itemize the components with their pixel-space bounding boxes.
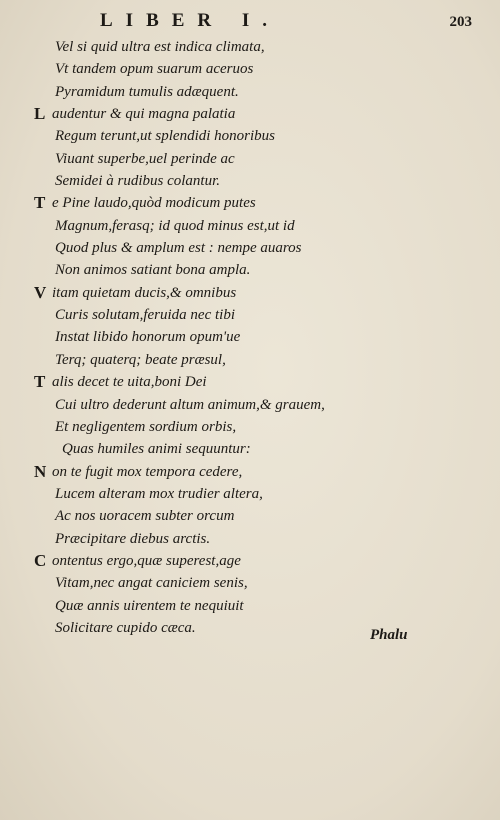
poem-line — [0, 81, 430, 103]
poem-line-text: Quod plus & amplum est : nempe auaros — [55, 240, 302, 257]
poem-line — [0, 617, 430, 639]
page-header — [0, 10, 500, 38]
poem-line-text: Terq; quaterq; beate præsul, — [55, 351, 226, 368]
poem-line — [0, 304, 430, 326]
poem-line — [0, 103, 430, 125]
catchword: Phalu — [370, 627, 408, 643]
poem-line — [0, 36, 430, 58]
poem-line-text: Cui ultro dederunt altum animum,& grauem, — [55, 396, 325, 413]
poem-line — [0, 394, 430, 416]
poem-line — [0, 326, 430, 348]
poem-line-text: Præcipitare diebus arctis. — [55, 530, 211, 547]
poem-line-text: Solicitare cupido cæca. — [55, 619, 196, 636]
poem-line — [0, 572, 430, 594]
poem-text — [0, 36, 430, 639]
poem-line — [0, 349, 430, 371]
poem-line — [0, 483, 430, 505]
stanza-initial: T — [34, 193, 46, 213]
poem-line-text: itam quietam ducis,& omnibus — [52, 284, 237, 301]
stanza-initial: V — [34, 282, 47, 302]
poem-line-text: on te fugit mox tempora cedere, — [52, 463, 243, 480]
poem-line — [0, 192, 430, 214]
poem-line-text: Quæ annis uirentem te nequiuit — [55, 597, 244, 614]
poem-line-text: Ac nos uoracem subter orcum — [55, 508, 235, 525]
poem-line-text: Instat libido honorum opum'ue — [55, 329, 241, 346]
poem-line — [0, 58, 430, 80]
poem-line-text: Et negligentem sordium orbis, — [55, 418, 237, 435]
poem-line — [0, 550, 430, 572]
poem-line-text: Lucem alteram mox trudier altera, — [55, 485, 263, 502]
poem-line-text: Vel si quid ultra est indica climata, — [55, 39, 265, 55]
poem-line-text: audentur & qui magna palatia — [52, 106, 236, 123]
poem-line-text: Viuant superbe,uel perinde ac — [55, 150, 235, 167]
stanza-initial: C — [34, 550, 47, 570]
poem-line — [0, 438, 430, 460]
poem-line-text: alis decet te uita,boni Dei — [52, 374, 207, 391]
poem-line-text: Quas humiles animi sequuntur: — [62, 441, 251, 458]
poem-line-text: e Pine laudo,quòd modicum putes — [52, 195, 256, 212]
poem-line-text: Regum terunt,ut splendidi honoribus — [55, 128, 275, 145]
poem-line-text: Pyramidum tumulis adæquent. — [55, 83, 239, 100]
poem-line-text: Vitam,nec angat caniciem senis, — [55, 575, 248, 592]
poem-line — [0, 237, 430, 259]
stanza-initial: N — [34, 461, 47, 481]
poem-line — [0, 528, 430, 550]
poem-line — [0, 505, 430, 527]
poem-line — [0, 371, 430, 393]
stanza-initial: T — [34, 372, 46, 392]
poem-line — [0, 416, 430, 438]
running-title: LIBER I. — [100, 10, 281, 31]
poem-line — [0, 170, 430, 192]
poem-line-text: Semidei à rudibus colantur. — [55, 173, 220, 190]
page-number: 203 — [449, 14, 472, 30]
poem-line-text: ontentus ergo,quæ superest,age — [52, 552, 241, 569]
poem-line-text: Magnum,ferasq; id quod minus est,ut id — [55, 217, 295, 234]
poem-line — [0, 215, 430, 237]
poem-line — [0, 282, 430, 304]
poem-line — [0, 461, 430, 483]
poem-line-text: Curis solutam,feruida nec tibi — [55, 307, 235, 324]
poem-line-text: Vt tandem opum suarum aceruos — [55, 61, 254, 78]
poem-line — [0, 259, 430, 281]
poem-line — [0, 125, 430, 147]
poem-line — [0, 148, 430, 170]
stanza-initial: L — [34, 104, 46, 124]
poem-line — [0, 595, 430, 617]
poem-line-text: Non animos satiant bona ampla. — [55, 262, 251, 279]
